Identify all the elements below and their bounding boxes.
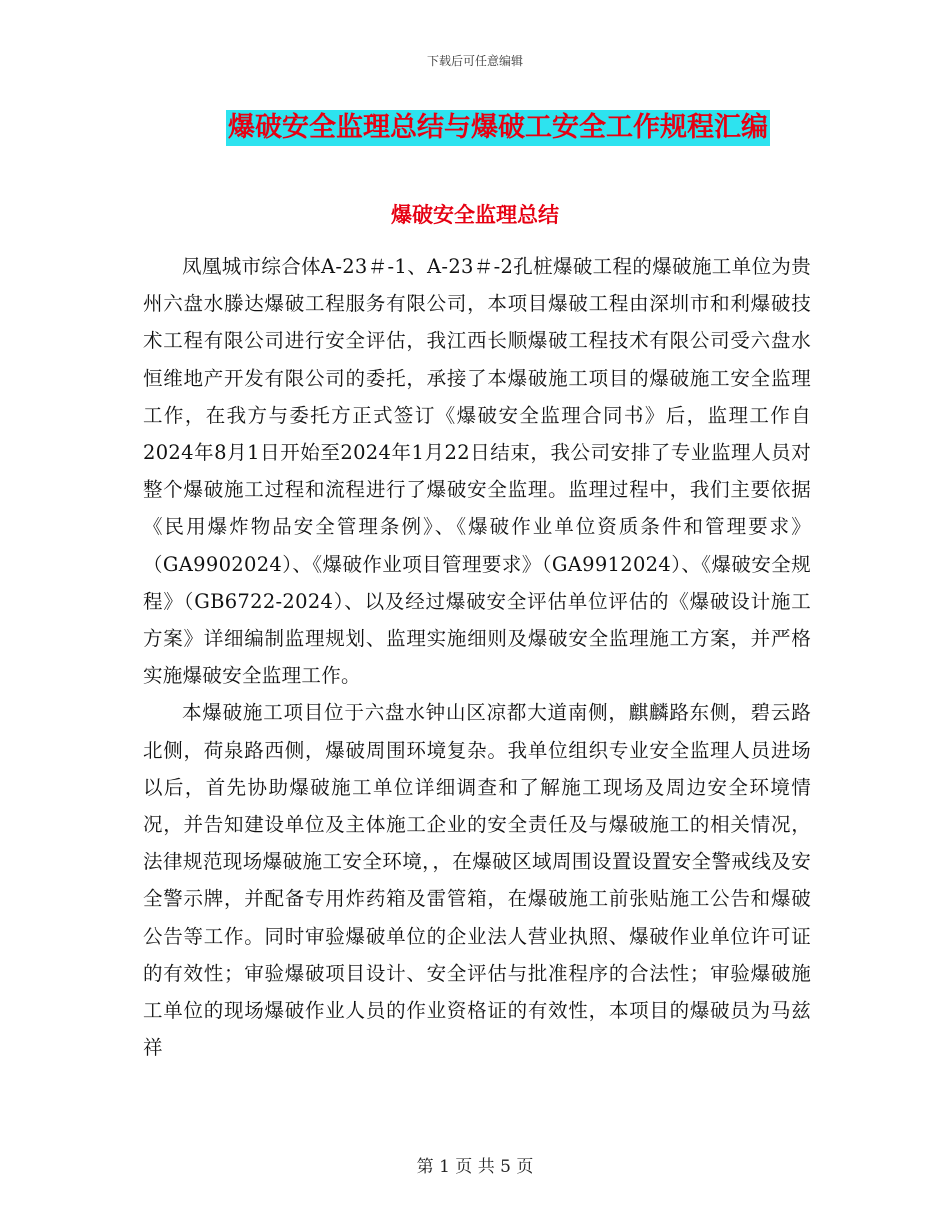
document-body bbox=[143, 248, 811, 1066]
body-paragraph-2: 本爆破施工项目位于六盘水钟山区凉都大道南侧，麒麟路东侧，碧云路北侧，荷泉路西侧，爆破周围环境复杂。我单位组织专业安全监理人员进场以后，首先协助爆破施工单位详细调查和了解施工现场及周边安全环境情况，并告知建设单位及主体施工企业的安全责任及与爆破施工的相关情况，法律规范现场爆破施工安全环境，，在爆破区域周围设置设置安全警戒线及安全警示牌，并配备专用炸药箱及雷管箱，在爆破施工前张贴施工公告和爆破公告等工作。同时审验爆破单位的企业法人营业执照、爆破作业单位许可证的有效性；审验爆破项目设计、安全评估与批准程序的合法性；审验爆破施工单位的现场爆破作业人员的作业资格证的有效性，本项目的爆破员为马兹祥 bbox=[143, 701, 811, 1060]
section-title: 爆破安全监理总结 bbox=[391, 203, 559, 227]
document-title: 爆破安全监理总结与爆破工安全工作规程汇编 bbox=[226, 110, 770, 146]
document-title-container bbox=[0, 110, 950, 146]
body-paragraph-1: 凤凰城市综合体A-23＃-1、A-23＃-2孔桩爆破工程的爆破施工单位为贵州六盘水滕达爆破工程服务有限公司，本项目爆破工程由深圳市和利爆破技术工程有限公司进行安全评估，我江西长顺爆破工程技术有限公司受六盘水恒维地产开发有限公司的委托，承接了本爆破施工项目的爆破施工安全监理工作，在我方与委托方正式签订《爆破安全监理合同书》后，监理工作自2024年8月1日开始至2024年1月22日结束，我公司安排了专业监理人员对整个爆破施工过程和流程进行了爆破安全监理。监理过程中，我们主要依据《民用爆炸物品安全管理条例》、《爆破作业单位资质条件和管理要求》（GA9902024）、《爆破作业项目管理要求》（GA9912024）、《爆破安全规程》（GB6722-2024）、以及经过爆破安全评估单位评估的《爆破设计施工方案》详细编制监理规划、监理实施细则及爆破安全监理施工方案，并严格实施爆破安全监理工作。 bbox=[143, 255, 811, 688]
page-footer-number: 第 1 页 共 5 页 bbox=[416, 1157, 534, 1177]
page-header-note: 下载后可任意编辑 bbox=[426, 54, 523, 68]
